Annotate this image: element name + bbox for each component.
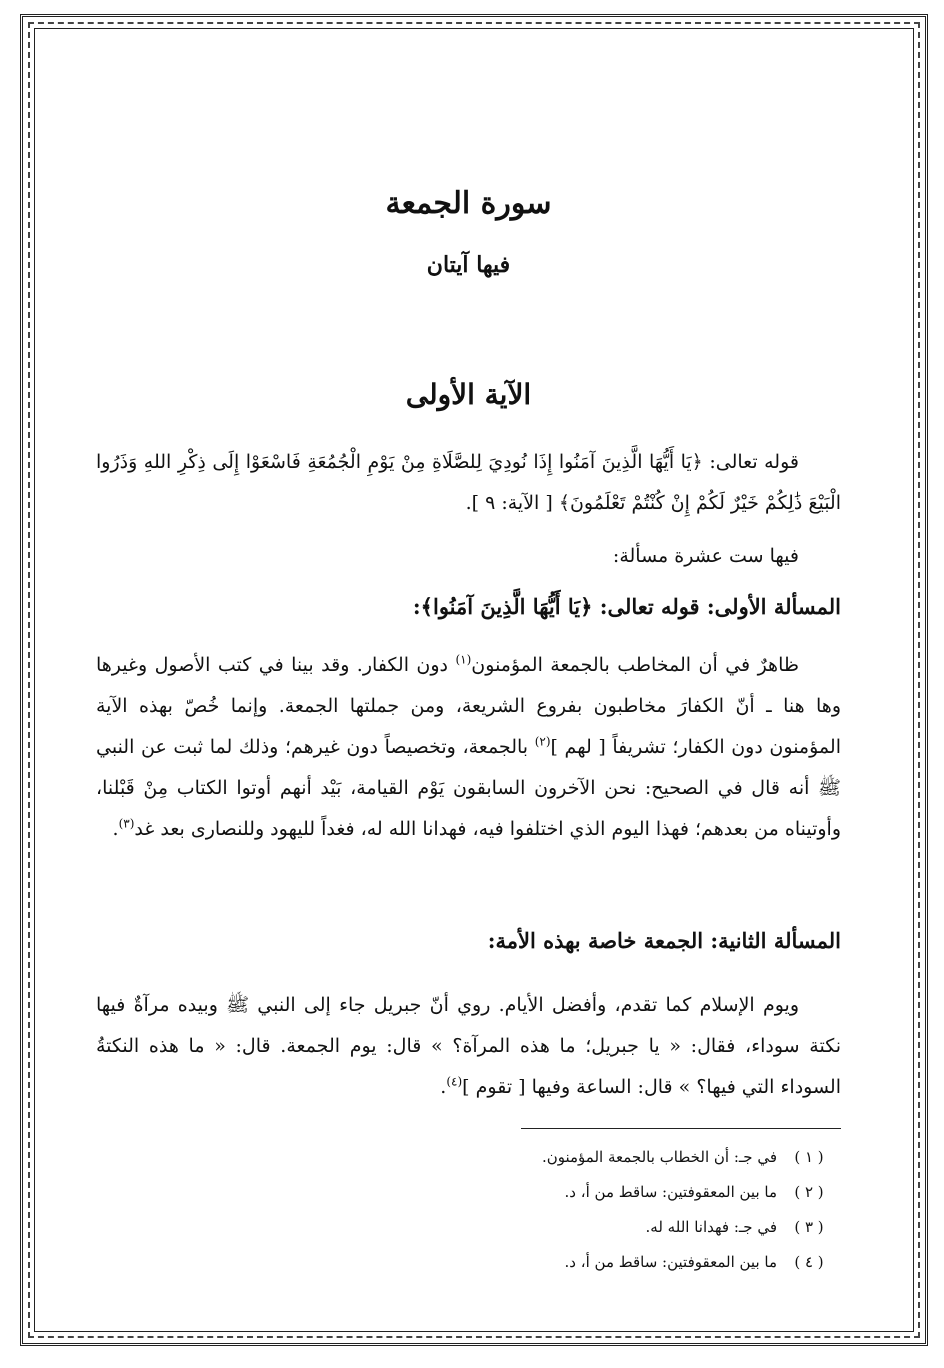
footnotes bbox=[96, 1140, 841, 1280]
footnote-ref-1: (١) bbox=[455, 652, 472, 667]
footnote-number: ( ١ ) bbox=[794, 1148, 824, 1166]
issue1-title: المسألة الأولى: قوله تعالى: ﴿يَا أَيُّهَا الَّذِينَ آمَنُوا﴾: bbox=[412, 594, 841, 619]
issue2-title: المسألة الثانية: الجمعة خاصة بهذه الأمة: bbox=[487, 928, 841, 953]
issue1-text-3: بالجمعة، وتخصيصاً دون غيرهم؛ وذلك لما ثبت عن النبي ﷺ أنه قال في الصحيح: نحن الآخرون السابقون يَوْم القيامة، بَيْد أنهم أوتوا الكتاب مِنْ قَبْلنا، وأوتيناه من بعدهم؛ فهذا اليوم الذي اختلفوا فيه، فهدانا الله له، فغداً لليهود وللنصارى بعد غد bbox=[96, 736, 841, 840]
issue1-text-4: . bbox=[112, 818, 119, 840]
footnote-text: في جـ: فهدانا الله له. bbox=[645, 1218, 777, 1236]
footnote-number: ( ٤ ) bbox=[794, 1253, 824, 1271]
footnote-number: ( ٢ ) bbox=[794, 1183, 824, 1201]
footnote-ref-2: (٢) bbox=[534, 734, 551, 749]
ayah-heading: الآية الأولى bbox=[405, 378, 532, 411]
surah-title: سورة الجمعة bbox=[385, 186, 552, 221]
footnote-ref-4: (٤) bbox=[446, 1074, 463, 1089]
footnote-text: ما بين المعقوفتين: ساقط من أ، د. bbox=[564, 1253, 777, 1271]
footnote-ref-3: (٣) bbox=[118, 816, 135, 831]
issue2-text-2: . bbox=[440, 1076, 447, 1098]
footnote-text: ما بين المعقوفتين: ساقط من أ، د. bbox=[564, 1183, 777, 1201]
footnote-divider bbox=[521, 1128, 841, 1129]
footnote-item bbox=[96, 1175, 841, 1210]
subtitle: فيها آيتان bbox=[426, 252, 511, 278]
page-content bbox=[96, 0, 841, 1368]
ayah-paragraph: قوله تعالى: ﴿يَا أَيُّهَا الَّذِينَ آمَنُوا إِذَا نُودِيَ لِلصَّلَاةِ مِنْ يَوْمِ الْجُمُعَةِ فَاسْعَوْا إِلَى ذِكْرِ اللهِ وَذَرُوا الْبَيْعَ ذَٰلِكُمْ خَيْرٌ لَكُمْ إِنْ كُنْتُمْ تَعْلَمُونَ﴾ [ الآية: ٩ ]. bbox=[96, 451, 841, 514]
footnote-item bbox=[96, 1210, 841, 1245]
issue1-text-2: دون الكفار. وقد بينا في كتب الأصول وغيرها وها هنا ـ أنّ الكفارَ مخاطبون بفروع الشريعة، ومن جملتها الجمعة. وإنما خُصّ بهذه الآية المؤمنون دون الكفار؛ تشريفاً [ لهم ] bbox=[96, 654, 841, 758]
issue2-text-1: ويوم الإسلام كما تقدم، وأفضل الأيام. روي أنّ جبريل جاء إلى النبي ﷺ وبيده مرآةٌ فيها نكتة سوداء، فقال: « يا جبريل؛ ما هذه المرآة؟ » قال: يوم الجمعة. قال: « ما هذه النكتةُ السوداء التي فيها؟ » قال: الساعة وفيها [ تقوم ] bbox=[96, 994, 841, 1098]
issue1-paragraph bbox=[96, 645, 841, 850]
footnote-item bbox=[96, 1245, 841, 1280]
footnote-item bbox=[96, 1140, 841, 1175]
footnote-text: في جـ: أن الخطاب بالجمعة المؤمنون. bbox=[541, 1148, 777, 1166]
issues-count: فيها ست عشرة مسألة: bbox=[612, 545, 799, 567]
issue2-paragraph bbox=[96, 985, 841, 1108]
footnote-number: ( ٣ ) bbox=[794, 1218, 824, 1236]
issue1-text-1: ظاهرٌ في أن المخاطب بالجمعة المؤمنون bbox=[471, 654, 799, 676]
